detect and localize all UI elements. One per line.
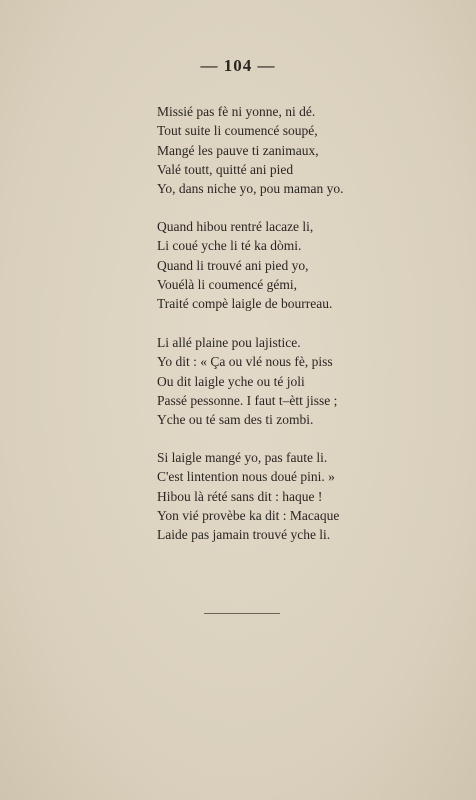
- page-number: — 104 —: [200, 56, 276, 75]
- stanza-3: [157, 333, 457, 429]
- poem-line: Hibou là rété sans dit : haque !: [157, 488, 323, 504]
- poem-line: Li coué yche li té ka dòmi.: [157, 238, 302, 254]
- poem-line: Ou dit laigle yche ou té joli: [157, 373, 305, 389]
- poem-line: Missié pas fè ni yonne, ni dé.: [157, 104, 316, 119]
- poem-line: Yche ou té sam des ti zombi.: [157, 412, 314, 428]
- poem-line: Si laigle mangé yo, pas faute li.: [157, 450, 328, 465]
- poem-line: Traité compè laigle de bourreau.: [157, 296, 333, 312]
- poem-line: Passé pessonne. I faut t–ètt jisse ;: [157, 392, 338, 408]
- poem-line: C'est lintention nous doué pini. »: [157, 469, 335, 485]
- poem-line: Valé toutt, quitté ani pied: [157, 161, 294, 177]
- poem-line: Yo, dans niche yo, pou maman yo.: [157, 181, 344, 197]
- end-rule: [204, 613, 280, 614]
- poem-line: Tout suite li coumencé soupé,: [157, 123, 318, 139]
- poem-line: Yon vié provèbe ka dit : Macaque: [157, 507, 340, 523]
- poem-line: Quand hibou rentré lacaze li,: [157, 219, 314, 234]
- stanza-2: [157, 217, 457, 313]
- stanza-1: [157, 102, 457, 198]
- poem-line: Vouélà li coumencé gémi,: [157, 276, 297, 292]
- poem-line: Laide pas jamain trouvé yche li.: [157, 527, 331, 543]
- poem-line: Li allé plaine pou lajistice.: [157, 335, 301, 350]
- stanza-4: [157, 448, 457, 544]
- poem-line: Mangé les pauve ti zanimaux,: [157, 142, 319, 158]
- poem-line: Quand li trouvé ani pied yo,: [157, 257, 309, 273]
- poem-line: Yo dit : « Ça ou vlé nous fè, piss: [157, 354, 333, 370]
